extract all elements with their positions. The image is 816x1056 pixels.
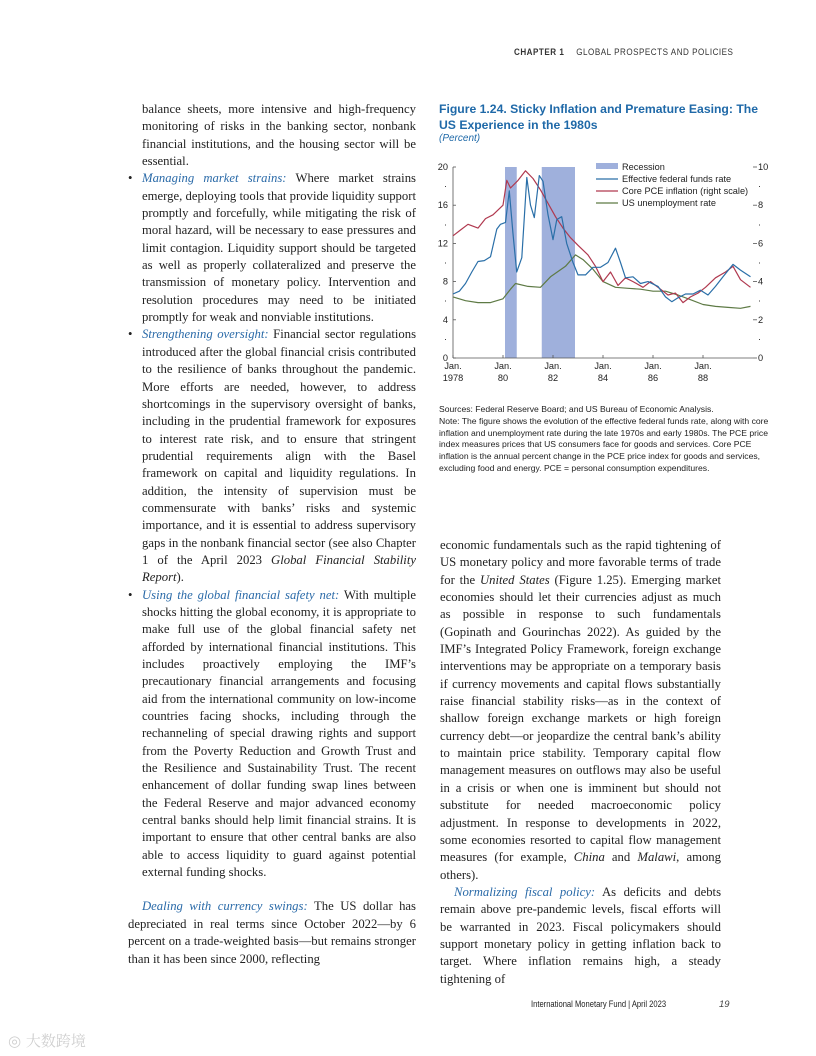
- paragraph: [440, 537, 721, 884]
- minor-tick-dot: ·: [758, 295, 762, 306]
- right-column: [440, 537, 721, 988]
- paragraph-lead: Normalizing fiscal policy:: [454, 884, 596, 899]
- x-tick-label: Jan.: [494, 361, 512, 371]
- minor-tick-dot: ·: [758, 181, 762, 192]
- italic-text: United States: [479, 572, 550, 587]
- figure-notes: [439, 404, 769, 475]
- left-column: [128, 101, 416, 968]
- x-tick-label: 1978: [442, 373, 464, 383]
- italic-text: Malawi: [637, 850, 677, 865]
- legend-label-recession: Recession: [622, 162, 665, 172]
- right-tick-label: 2: [758, 314, 764, 325]
- paragraph: [440, 884, 721, 988]
- left-tick-label: 0: [442, 353, 448, 363]
- paragraph-text: (Figure 1.25). Emerging market economies should let their currencies adjust as much as possible in response to such fundamentals (Gopinath and Gourinchas 2022). As guided by the IMF’s Integrated Policy Framework, foreign exchange interventions may be appropriate on a temporary basis if currency movements and capital flows substantially raise financial stability risks—as in the context of shallow foreign exchange markets or high foreign currency debt—or jeopardize the central bank’s ability to maintain price stability. Temporary capital flow management measures on outflows may also be useful in a crisis or when one is imminent but should not substitute for needed macroeconomic policy adjustment. In response to developments in 2022, some economies resorted to capital flow management measures (for example,: [440, 572, 722, 865]
- bullet-paragraph: [128, 587, 416, 882]
- minor-tick-dot: ·: [443, 219, 447, 230]
- minor-tick-dot: ·: [443, 257, 447, 268]
- page-number: 19: [719, 999, 730, 1010]
- recession-band: [505, 167, 517, 358]
- x-tick-label: Jan.: [644, 361, 662, 371]
- figure-title: Figure 1.24. Sticky Inflation and Premature Easing: The US Experience in the 1980s: [439, 102, 758, 132]
- recession-band: [542, 167, 575, 358]
- x-tick-label: 86: [647, 373, 659, 383]
- left-tick-label: 20: [437, 162, 448, 172]
- paragraph-text: Where market strains emerge, deploying tools that provide liquidity support promptly and forcefully, while mitigating the risk of moral hazard, will be necessary to ease pressures and limit contagion. Liquidity support should be targeted as well as properly collateralized and preserve the transmission of monetary policy. Intervention and resolution procedures may need to be initiated promptly for weak and nonviable institutions.: [142, 171, 416, 325]
- watermark-text: 大数跨境: [25, 1032, 86, 1050]
- paragraph-text: and: [604, 850, 638, 865]
- italic-text: China: [573, 850, 605, 865]
- x-tick-label: Jan.: [694, 361, 712, 371]
- paragraph-lead: Managing market strains:: [142, 171, 287, 186]
- legend-label: Effective federal funds rate: [622, 174, 732, 184]
- figure-header: [439, 101, 769, 145]
- paragraph-text: balance sheets, more intensive and high-frequency monitoring of risks in the banking sector, nonbank financial institutions, and the housing sector will be essential.: [142, 102, 416, 169]
- left-tick-label: 12: [437, 238, 448, 249]
- minor-tick-dot: ·: [443, 295, 447, 306]
- x-tick-label: 88: [697, 373, 709, 383]
- minor-tick-dot: ·: [758, 219, 762, 230]
- line-chart: [430, 155, 770, 395]
- right-tick-label: 6: [758, 238, 764, 249]
- figure-units: (Percent): [439, 133, 481, 144]
- footer-publisher: International Monetary Fund | April 2023: [531, 999, 667, 1010]
- left-tick-label: 4: [442, 314, 448, 325]
- legend-label: US unemployment rate: [622, 198, 716, 208]
- left-tick-label: 16: [437, 200, 448, 211]
- bullet-paragraph: [128, 326, 416, 586]
- italic-text: Global Financial Stability Report: [142, 552, 416, 585]
- paragraph-lead: Dealing with currency swings:: [142, 899, 308, 914]
- paragraph-text: As deficits and debts remain above pre-pandemic levels, fiscal efforts will be warranted in 2023. Fiscal policymakers should support monetary policy in getting inflation back to target. Where inflation remains high, a steady tightening of: [440, 884, 722, 986]
- watermark-logo: ◎ 大数跨境: [8, 1032, 86, 1050]
- figure-sources: Sources: Federal Reserve Board; and US Bureau of Economic Analysis.: [439, 404, 714, 414]
- minor-tick-dot: ·: [758, 333, 762, 344]
- x-tick-label: Jan.: [594, 361, 612, 371]
- minor-tick-dot: ·: [443, 333, 447, 344]
- paragraph-lead: Strengthening oversight:: [142, 327, 269, 342]
- chapter-label: CHAPTER 1: [514, 47, 565, 58]
- figure-note: Note: The figure shows the evolution of the effective federal funds rate, along with core inflation and unemployment rate during the late 1970s and early 1980s. The PCE price index measures prices that US consumers face for goods and services. Core PCE inflation is the annual percent change in the PCE price index for goods and services, excluding food and energy. PCE = personal consumption expenditures.: [439, 415, 769, 473]
- left-tick-label: 8: [442, 276, 448, 287]
- bullet-paragraph: [128, 170, 416, 326]
- paragraph: [128, 898, 416, 967]
- x-tick-label: 82: [547, 373, 559, 383]
- paragraph-text: ).: [176, 570, 184, 585]
- paragraph-text: Financial sector regulations introduced after the global financial crisis contributed to the resilience of banks throughout the pandemic. More efforts are needed, however, to address shortcomings in the supervisory oversight of banks, including in the prudential framework for exposures to interest rate risk, and to ensure that stringent prudential requirements align with the Basel framework on capital and liquidity regulations. In addition, the intensity of supervision must be commensurate with banks’ risks and systemic importance, and it is essential to address supervisory gaps in the nonbank financial sector (see also Chapter 1 of the April 2023: [142, 327, 417, 567]
- x-tick-label: 84: [597, 373, 609, 383]
- paragraph-text: , among others).: [440, 850, 721, 882]
- x-tick-label: 80: [497, 373, 509, 383]
- section-label: GLOBAL PROSPECTS AND POLICIES: [576, 47, 734, 58]
- paragraph-text: economic fundamentals such as the rapid tightening of US monetary policy and more favorable terms of trade for the: [440, 538, 721, 587]
- x-tick-label: Jan.: [444, 361, 462, 371]
- paragraph-text: The US dollar has depreciated in real terms since October 2022—by 6 percent on a trade-weighted basis—but remains stronger than it has been since 2000, reflecting: [128, 899, 416, 966]
- x-tick-label: Jan.: [544, 361, 562, 371]
- right-tick-label: 0: [758, 353, 764, 363]
- minor-tick-dot: ·: [758, 257, 762, 268]
- paragraph: [128, 101, 416, 170]
- series-line-us-unemployment-rate: [453, 255, 751, 308]
- running-header: [514, 47, 733, 58]
- paragraph-lead: Using the global financial safety net:: [142, 587, 340, 602]
- legend-label: Core PCE inflation (right scale): [622, 186, 749, 196]
- paragraph-text: With multiple shocks hitting the global economy, it is appropriate to make full use of the global financial safety net afforded by international financial institutions. This includes proactively employing the IMF’s precautionary financial arrangements and focusing aid from the international community on low-income countries facing shocks, including through the rechanneling of special drawing rights and support from the Poverty Reduction and Growth Trust and the Resilience and Sustainability Trust. The recent enhancement of dollar funding swap lines between the Federal Reserve and major advanced economy central banks should help limit financial strains. It is important to ensure that other central banks are also able to access liquidity to guard against potential external funding shocks.: [142, 587, 416, 880]
- right-tick-label: 4: [758, 276, 764, 287]
- right-tick-label: 8: [758, 200, 764, 211]
- right-tick-label: 10: [758, 162, 769, 172]
- legend-swatch-recession: [596, 163, 618, 169]
- minor-tick-dot: ·: [443, 181, 447, 192]
